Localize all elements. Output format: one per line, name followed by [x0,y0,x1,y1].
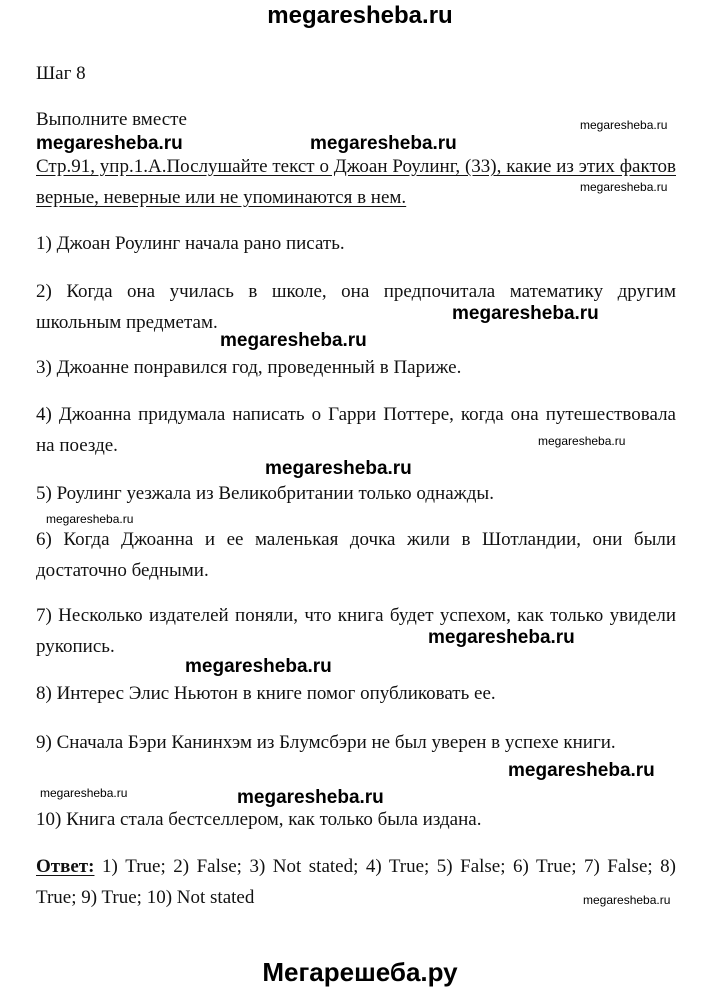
watermark: megaresheba.ru [583,893,671,907]
step-title: Шаг 8 [36,63,86,84]
watermark: megaresheba.ru [220,330,367,351]
statement-4: 4) Джоанна придумала написать о Гарри Поттере, когда она путешествовала на поезде. [36,404,676,456]
answer [36,851,676,913]
answer-text: 1) True; 2) False; 3) Not stated; 4) True; 5) False; 6) True; 7) False; 8) True; 9) True; 10) Not stated [36,856,676,908]
statement-2: 2) Когда она училась в школе, она предпочитала математику другим школьным предметам. [36,281,676,333]
watermark: megaresheba.ru [452,303,599,324]
statement-7: 7) Несколько издателей поняли, что книга будет успехом, как только увидели рукопись. [36,605,676,657]
statement-5: 5) Роулинг уезжала из Великобритании только однажды. [36,483,494,504]
watermark: megaresheba.ru [508,760,655,781]
watermark: megaresheba.ru [185,656,332,677]
watermark: megaresheba.ru [580,180,668,194]
watermark: megaresheba.ru [538,434,626,448]
watermark: megaresheba.ru [310,133,457,154]
watermark: megaresheba.ru [237,787,384,808]
statement-8: 8) Интерес Элис Ньютон в книге помог опубликовать ее. [36,683,496,704]
answer-label: Ответ: [36,856,95,877]
statement-6: 6) Когда Джоанна и ее маленькая дочка жили в Шотландии, они были достаточно бедными. [36,529,676,581]
statement-9: 9) Сначала Бэри Канинхэм из Блумсбэри не был уверен в успехе книги. [36,732,616,753]
site-footer: Мегарешеба.ру [262,957,458,987]
task-instruction: Стр.91, упр.1.А.Послушайте текст о Джоан Роулинг, (33), какие из этих фактов верные, неверные или не упоминаются в нем. [36,156,676,208]
watermark: megaresheba.ru [46,512,134,526]
watermark: megaresheba.ru [428,627,575,648]
statement-3: 3) Джоанне понравился год, проведенный в Париже. [36,357,462,378]
watermark: megaresheba.ru [580,118,668,132]
watermark: megaresheba.ru [265,458,412,479]
subtitle: Выполните вместе [36,109,187,130]
watermark: megaresheba.ru [40,786,128,800]
statement-10: 10) Книга стала бестселлером, как только была издана. [36,809,482,830]
site-header: megaresheba.ru [267,2,453,29]
watermark: megaresheba.ru [36,133,183,154]
statement-1: 1) Джоан Роулинг начала рано писать. [36,233,345,254]
